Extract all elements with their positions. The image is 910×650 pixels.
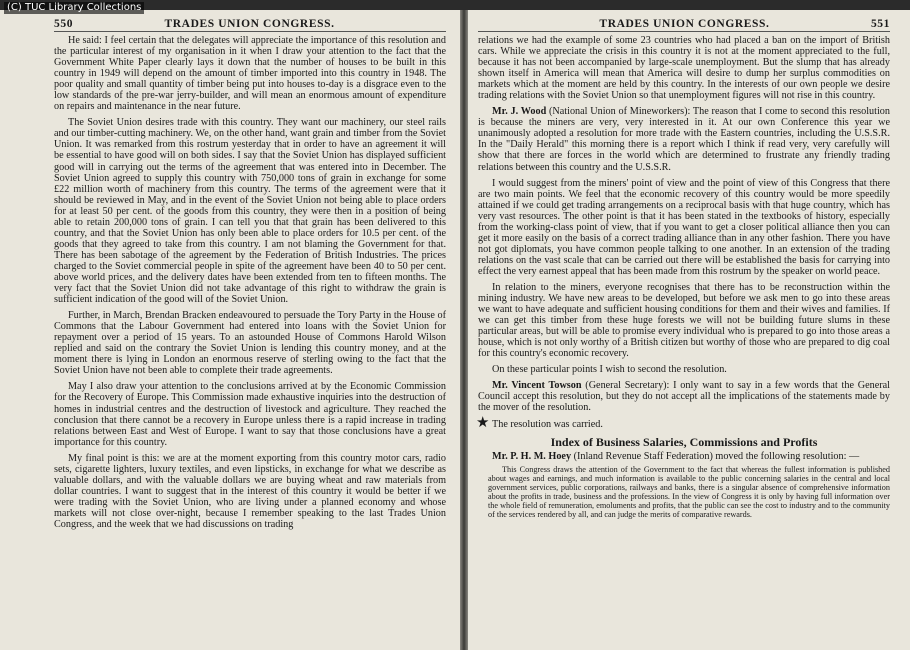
left-paragraph-2: The Soviet Union desires trade with this country. They want our machinery, our steel rails and our timber-cutting machinery. We, on the other hand, want grain and timber from the Soviet Union. It was remarked from this rostrum yesterday that in order to have an agreement it will be essential to have good will on both sides. I say that the Soviet Union has displayed sufficient good will in carrying out the terms of the agreement that was entered into in December. The Soviet Union agreed to supply this country with 750,000 tons of grain in exchange for some £22 million worth of machinery from this country. The terms of the agreement were that it should be reviewed in May, and in the event of the Soviet Union not being able to place orders for at least 50 per cent. of the goods from this country, they were then in a position of being able to retain 200,000 tons of grain. I can tell you that that grain has been delivered to this country, and that the Soviet Union has only been able to place orders for 10.5 per cent. of the goods that they agreed to take from this country. I am not blaming the Government for that. There has been sabotage of the agreement by the Federation of British Industries. The prices charged to the Soviet commercial people in spite of the agreement have been 40 to 50 per cent. above world prices, and the delivery dates have been extended from ten to fifteen months. The very fact that the Soviet Union did not take advantage of this right to withdraw the grain is sufficient indication of the good will of the Soviet Union. <box>54 117 446 306</box>
speaker-name: Mr. P. H. M. Hoey <box>492 450 572 462</box>
speaker-name: Mr. Vincent Towson <box>492 380 582 392</box>
right-paragraph-3: On these particular points I wish to second the resolution. <box>492 364 727 376</box>
hoey-speech <box>478 451 890 462</box>
section-heading: Index of Business Salaries, Commissions and Profits <box>550 434 818 449</box>
left-page <box>0 10 460 650</box>
left-page-number: 550 <box>54 18 74 30</box>
resolution-carried <box>476 414 890 431</box>
right-paragraph-2: In relation to the miners, everyone recognises that there has to be reconstruction within the mining industry. We have new areas to be developed, but before we ask men to go into these areas we want to have adequate and sufficient housing conditions for them and their wives and families. If we can get this timber from these huge forests we will not be building future slums in these particular areas, but will be able to promise every individual who is prepared to go into those areas a house, which is not only worthy of a British citizen but worthy of those who are prepared to dig coal for this country's economic recovery. <box>478 281 890 360</box>
right-paragraph-1: I would suggest from the miners' point of view and the point of view of this Congress that there are two main points. We feel that the economic recovery of this country would be more speedily attained if we could get trading arrangements on a reciprocal basis with that huge country, which has very vast resources. The other point is that it has been stated in the textbooks of history, especially from the working-class point of view, that if you want to get a closer political alliance then you can get it more easily on the basis of a correct trading alliance than in any other fashion. There you have not got diplomats, you have common people talking to one another. In an extension of the trading relations on the vast scale that can be carried out there will be established the basis for carrying into effect the very earnest appeal that has been made from this rostrum by the speaker on world peace. <box>478 177 890 277</box>
speech-text: (Inland Revenue Staff Federation) moved the following resolution: — <box>571 450 860 462</box>
left-paragraph-4: May I also draw your attention to the conclusions arrived at by the Economic Commission for the Recovery of Europe. This Commission made exhaustive inquiries into the destruction of homes in industrial centres and the destruction of livestock and agriculture. They reached the conclusion that there cannot be a recovery in Europe unless there is a rapid increase in trading relations between East and West of Europe. I want to say that those conclusions have a great importance for this country. <box>54 381 446 448</box>
right-page-number: 551 <box>870 18 890 30</box>
star-icon: ★ <box>476 414 490 431</box>
carried-text: The resolution was carried. <box>492 418 603 430</box>
left-running-title: TRADES UNION CONGRESS. <box>164 18 335 30</box>
left-paragraph-3: Further, in March, Brendan Bracken endeavoured to persuade the Tory Party in the House of Commons that the Labour Government had entered into loans with the Soviet Union for repayment over a period of 15 years. To an astounded House of Commons Harold Wilson replied and said on the contrary the Soviet Union is lending this country money, and at the moment there is lying in London an enormous reserve of sterling owing to the fact that the Soviet Union have not been able to complete their trade agreements. <box>54 310 446 377</box>
left-running-head <box>54 18 446 32</box>
towson-speech <box>478 380 890 413</box>
book-gutter <box>460 10 468 650</box>
wood-speech <box>478 106 890 172</box>
right-page <box>468 10 910 650</box>
resolution-text: This Congress draws the attention of the Government to the fact that whereas the fullest information is published about wages and earnings, and much information is available to the public concerning salaries in the central and local government services, public corporations, railways and banks, there is a singular absence of comprehensive information about the profits in trade, business and the professions. In the view of Congress it is only by having full information over the whole field of remuneration, emoluments and profits, that the public can see the cost to industry and to the community of the services rendered by all, and can judge the merits of comparative rewards. <box>488 464 890 519</box>
right-running-title: TRADES UNION CONGRESS. <box>599 18 770 30</box>
right-opening-paragraph: relations we had the example of some 23 countries who had placed a ban on the import of British cars. While we appreciate the crisis in this country it is not at the moment appreciated to the full, because it has not been accompanied by large-scale unemployment. But the slump that has already shown itself in America will mean that America will desire to dump her surplus commodities on markets which at the moment are held by this country. In the interests of our own people we desire trading relations with the Soviet Union so that unemployment figures will not rise in this country. <box>478 35 890 102</box>
speaker-name: Mr. J. Wood <box>492 106 547 118</box>
right-running-head <box>478 18 890 32</box>
copyright-watermark: (C) TUC Library Collections <box>4 2 144 14</box>
speech-text: (National Union of Mineworkers): The reason that I come to second this resolution is because the miners are very, very interested in it. At our own Conference this year we unanimously adopted a resolution for more trade with the Eastern countries, including the U.S.S.R. In the "Daily Herald" this morning there is a report which I think if read very, very carefully will show that there are forces in the world which are determined to frustrate any friendly trading relations between this country and the U.S.S.R. <box>478 106 890 173</box>
left-paragraph-5: My final point is this: we are at the moment exporting from this country motor cars, radio sets, cigarette lighters, luxury textiles, and even lipsticks, in exchange for what we describe as valuable dollars, and with the valuable dollars we are buying wheat and raw materials from dollar countries. I want to suggest that in the interest of this country it would be better if we were trading with the Soviet Union, who are living under a planned economy and whose markets will not close over-night, because I remember speaking to the last Trades Union Congress, and the week that we had discussions on trading <box>54 452 446 530</box>
left-paragraph-1: He said: I feel certain that the delegates will appreciate the importance of this resolution and the particular interest of my organisation in it when I draw your attention to the fact that the Government White Paper clearly lays it down that the number of houses to be built in this country in 1949 will depend on the amount of timber imported into this country in 1948. The poor quality and small quantity of timber being put into houses to-day is a disgrace even to the low standards of the pre-war jerry-builder, and will mean an enormous amount of expenditure on repairs and maintenance in the near future. <box>54 35 446 113</box>
speech-text: (General Secretary): I only want to say in a few words that the General Council accept this resolution, but they do not accept all the implications of the statements made by the mover of the resolution. <box>478 380 890 414</box>
